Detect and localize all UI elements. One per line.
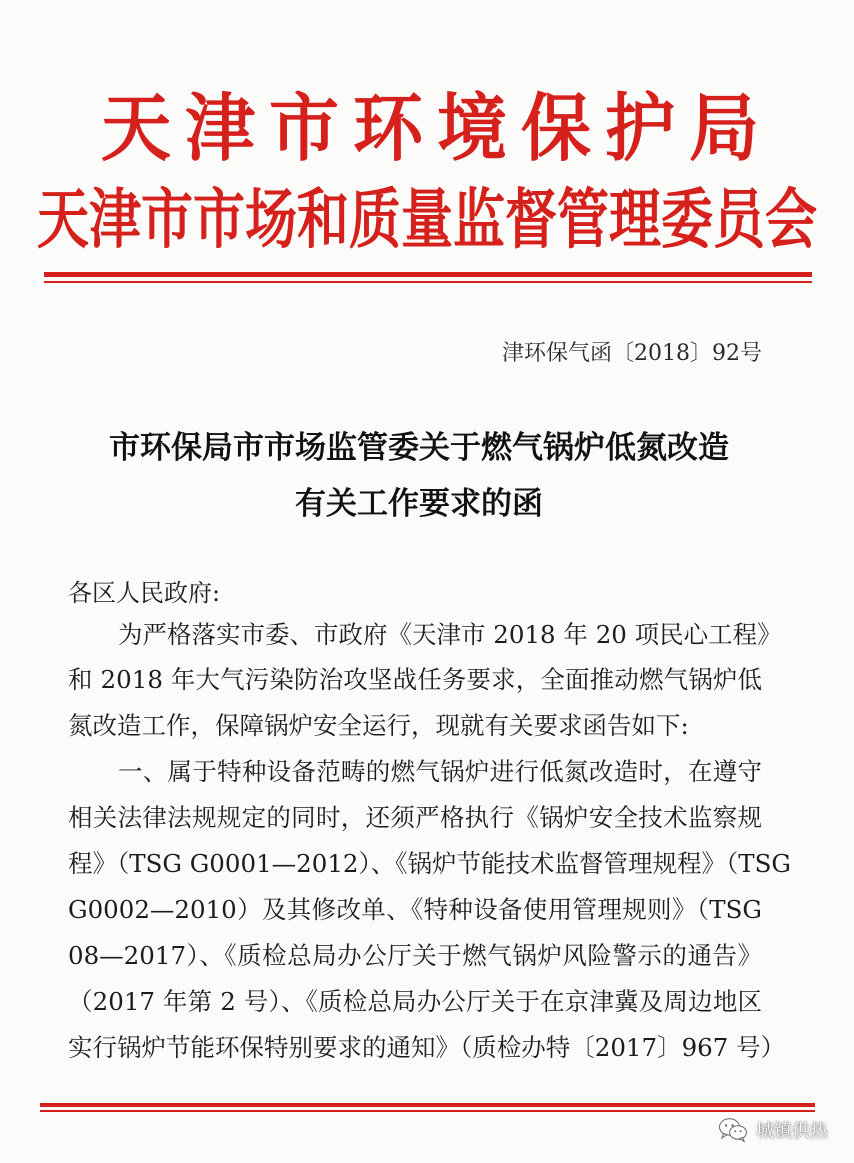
watermark-label: 城镇供热 — [756, 1121, 828, 1142]
document-title-line-2: 有关工作要求的函 — [295, 486, 543, 522]
body-line: 08—2017）、《质检总局办公厅关于燃气锅炉风险警示的通告》 — [68, 941, 762, 970]
body-line: G0002—2010）及其修改单、《特种设备使用管理规则》（TSG — [68, 895, 762, 924]
letterhead-agency-2: 天津市市场和质量监督管理委员会 — [36, 182, 817, 258]
document-title-line-1: 市环保局市市场监管委关于燃气锅炉低氮改造 — [109, 430, 729, 466]
letterhead-divider-thick — [44, 272, 812, 277]
body-line: 为严格落实市委、市政府《天津市 2018 年 20 项民心工程》 — [118, 620, 782, 649]
body-line: 相关法律法规规定的同时，还须严格执行《锅炉安全技术监察规 — [68, 803, 762, 832]
letterhead-agency-1: 天津市环境保护局 — [101, 85, 773, 172]
body-line: 一、属于特种设备范畴的燃气锅炉进行低氮改造时，在遵守 — [118, 757, 762, 786]
footer-divider-thin — [40, 1110, 815, 1112]
wechat-icon — [718, 1117, 748, 1143]
body-line: （2017 年第 2 号）、《质检总局办公厅关于在京津冀及周边地区 — [68, 987, 762, 1016]
body-line: 氮改造工作，保障锅炉安全运行，现就有关要求函告如下: — [68, 711, 689, 740]
source-watermark — [718, 1117, 828, 1143]
salutation: 各区人民政府: — [68, 579, 221, 607]
body-line: 和 2018 年大气污染防治攻坚战任务要求，全面推动燃气锅炉低 — [68, 665, 762, 694]
document-number: 津环保气函〔2018〕92号 — [502, 341, 762, 366]
letterhead-divider-thin — [44, 281, 812, 283]
footer-divider-thick — [40, 1103, 815, 1107]
body-line: 实行锅炉节能环保特别要求的通知》（质检办特〔2017〕967 号） — [68, 1033, 786, 1062]
body-line: 程》（TSG G0001—2012）、《锅炉节能技术监督管理规程》（TSG — [68, 849, 791, 878]
